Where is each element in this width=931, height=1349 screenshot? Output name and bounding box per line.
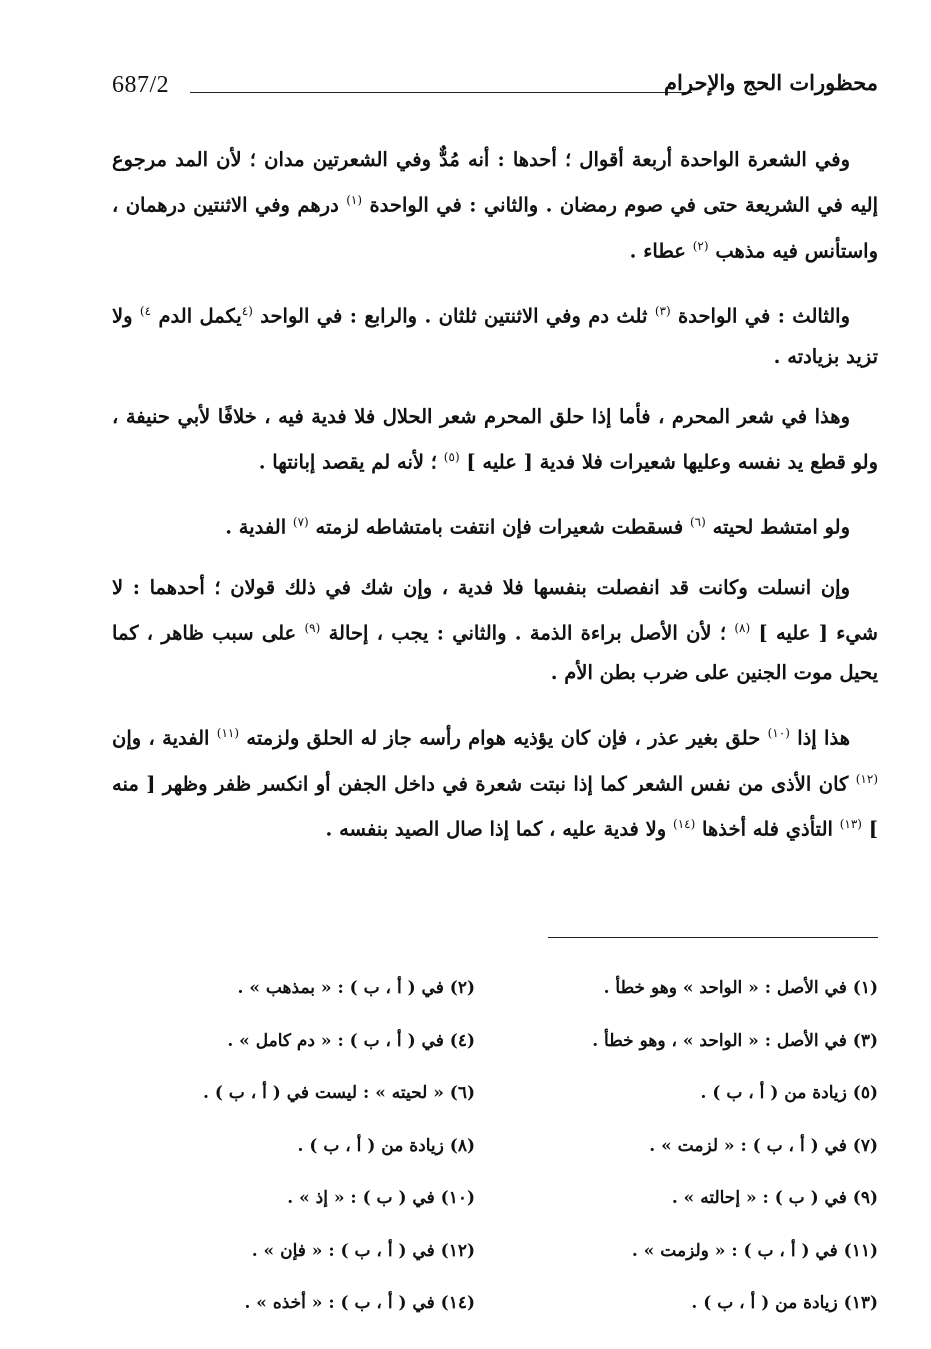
footnote-reference: ٤): [139, 304, 152, 318]
paragraph: [112, 502, 878, 548]
paragraph: [112, 397, 878, 483]
text-run: ؛ لأن الأصل براءة الذمة . والثاني : يجب ، إحالة: [320, 621, 735, 644]
footnote-reference: (٣): [654, 304, 671, 318]
header-rule: [190, 92, 692, 93]
text-run: على سبب ظاهر ، كما يحيل موت الجنين على ضرب بطن الأم .: [112, 621, 878, 684]
text-run: التأذي فله أخذها: [695, 817, 840, 841]
text-run: كان الأذى من نفس الشعر كما إذا نبتت شعرة في داخل الجفن أو انكسر ظفر وظهر [ منه ]: [112, 772, 878, 841]
text-run: يكمل الدم: [151, 304, 242, 328]
paragraph: [112, 140, 878, 271]
text-run: عطاء .: [629, 239, 693, 262]
footnote-reference: (٥): [443, 449, 460, 464]
paragraph: [112, 713, 878, 850]
paragraph: [112, 568, 878, 694]
footnotes: [112, 962, 878, 1330]
footnote-item: (٧) في ( أ ، ب ) : « لزمت » .: [649, 1135, 878, 1156]
footnote-item: (٥) زيادة من ( أ ، ب ) .: [700, 1083, 878, 1103]
footnote-item: (١٠) في ( ب ) : « إذ » .: [287, 1188, 475, 1208]
footnote-item: (٣) في الأصل : « الواحد » ، وهو خطأ .: [592, 1030, 878, 1051]
text-run: وإن انسلت وكانت قد انفصلت بنفسها فلا فدية ، وإن شك في ذلك قولان ؛ أحدهما : لا شيء [ عليه ]: [112, 575, 878, 644]
footnote-reference: (٨): [734, 620, 751, 635]
footnote-item: (١١) في ( أ ، ب ) : « ولزمت » .: [631, 1240, 878, 1261]
footnote-item: (٩) في ( ب ) : « إحالته » .: [671, 1188, 878, 1208]
text-run: الفدية .: [225, 515, 293, 539]
page-number: 687/2: [112, 72, 170, 98]
footnote-reference: (٤: [241, 304, 253, 318]
text-run: ولا تزيد بزيادته .: [112, 304, 878, 368]
text-run: ؛ لأنه لم يقصد إبانتها .: [258, 450, 444, 473]
footnote-reference: (١٤): [673, 817, 696, 831]
footnote-item: (١٢) في ( أ ، ب ) : « فإن » .: [251, 1240, 475, 1261]
text-run: هذا إذا: [789, 726, 850, 750]
text-run: وهذا في شعر المحرم ، فأما إذا حلق المحرم شعر الحلال فلا فدية فيه ، خلافًا لأبي حنيفة ، ولو قطع يد نفسه وعليها شعيرات فلا فدية [ عليه ]: [112, 404, 878, 473]
text-run: ولو امتشط لحيته: [705, 515, 850, 539]
text-run: درهم وفي الاثنتين درهمان ، واستأنس فيه مذهب: [112, 193, 878, 262]
footnote-item: (١) في الأصل : « الواحد » وهو خطأ .: [603, 978, 878, 998]
footnote-reference: (١٣): [839, 817, 862, 831]
footnote-reference: (١): [346, 193, 363, 207]
footnote-item: (٦) « لحيته » : ليست في ( أ ، ب ) .: [203, 1083, 475, 1103]
text-run: فسقطت شعيرات فإن انتفت بامتشاطه لزمته: [308, 515, 690, 539]
text-run: ثلث دم وفي الاثنتين ثلثان . والرابع : في الواحد: [252, 304, 655, 328]
running-title: محظورات الحج والإحرام: [664, 70, 878, 95]
footnote-item: (١٤) في ( أ ، ب ) : « أخذه » .: [244, 1293, 475, 1313]
text-run: حلق بغير عذر ، فإن كان يؤذيه هوام رأسه جاز له الحلق ولزمته: [239, 726, 768, 750]
footnote-reference: (٧): [292, 515, 309, 529]
footnote-reference: (٦): [689, 515, 706, 529]
footnote-reference: (١٢): [855, 771, 878, 786]
footnote-item: (١٣) زيادة من ( أ ، ب ) .: [691, 1293, 878, 1313]
footnote-separator: [548, 937, 878, 938]
footnote-item: (٤) في ( أ ، ب ) : « دم كامل » .: [227, 1030, 475, 1051]
footnote-reference: (١٠): [767, 726, 790, 740]
footnote-reference: (٩): [304, 620, 321, 635]
footnote-item: (٢) في ( أ ، ب ) : « بمذهب » .: [237, 978, 475, 998]
footnote-reference: (٢): [692, 238, 709, 253]
main-text: [112, 140, 878, 870]
footnote-reference: (١١): [216, 726, 240, 740]
footnote-item: (٨) زيادة من ( أ ، ب ) .: [297, 1135, 475, 1156]
page-header: [112, 68, 878, 108]
paragraph: [112, 291, 878, 377]
text-run: وفي الشعرة الواحدة أربعة أقوال ؛ أحدها : أنه مُدٌّ وفي الشعرتين مدان ؛ لأن المد مرجوع إليه في الشريعة حتى في صوم رمضان . والثاني : في الواحدة: [112, 148, 878, 217]
text-run: الفدية ، وإن: [112, 726, 217, 750]
text-run: والثالث : في الواحدة: [670, 304, 850, 328]
text-run: ولا فدية عليه ، كما إذا صال الصيد بنفسه .: [325, 817, 673, 841]
